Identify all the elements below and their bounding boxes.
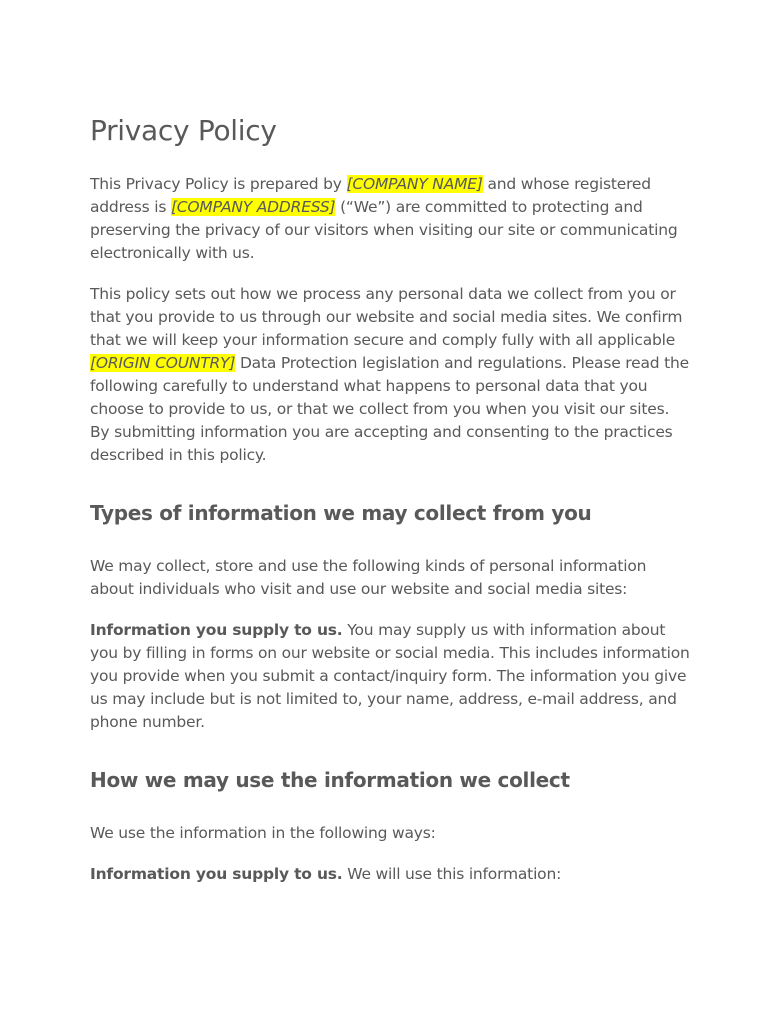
section-use-supply-paragraph xyxy=(90,863,690,886)
supply-text: You may supply us with information about you by filling in forms on our website or social media. This includes information you provide when you submit a contact/inquiry form. The information you give us may include but is not limited to, your name, address, e-mail address, and phone number. xyxy=(90,621,690,731)
intro-paragraph xyxy=(90,173,690,265)
origin-country-placeholder: [ORIGIN COUNTRY] xyxy=(90,354,236,372)
section-types-paragraph: We may collect, store and use the following kinds of personal information about individuals who visit and use our website and social media sites: xyxy=(90,557,647,598)
section-heading-use: How we may use the information we collect xyxy=(90,768,570,792)
policy-text-1: This policy sets out how we process any personal data we collect from you or that you provide to us through our website and social media sites. We confirm that we will keep your information secure and comply fully with all applicable xyxy=(90,285,683,349)
intro-text-3: (“We”) are committed to protecting and preserving the privacy of our visitors when visiting our site or communicating electronically with us. xyxy=(90,198,678,262)
company-name-placeholder: [COMPANY NAME] xyxy=(346,175,483,193)
section-heading-types: Types of information we may collect from you xyxy=(90,501,592,525)
supply-bold-lead: Information you supply to us. xyxy=(90,621,343,639)
policy-text-2: Data Protection legislation and regulations. Please read the following carefully to understand what happens to personal data that you choose to provide to us, or that we collect from you when you visit our sites. By submitting information you are accepting and consenting to the practices described in this policy. xyxy=(90,354,689,464)
section-use-paragraph: We use the information in the following ways: xyxy=(90,824,436,842)
use-supply-text: We will use this information: xyxy=(342,865,562,883)
company-address-placeholder: [COMPANY ADDRESS] xyxy=(170,198,336,216)
page-title: Privacy Policy xyxy=(90,114,277,147)
document-content xyxy=(90,114,690,904)
policy-paragraph xyxy=(90,283,690,467)
intro-text-2: and whose registered address is xyxy=(90,175,651,216)
section-types-supply-paragraph xyxy=(90,619,690,734)
use-bold-lead: Information you supply to us. xyxy=(90,865,343,883)
intro-text-1: This Privacy Policy is prepared by xyxy=(90,175,347,193)
